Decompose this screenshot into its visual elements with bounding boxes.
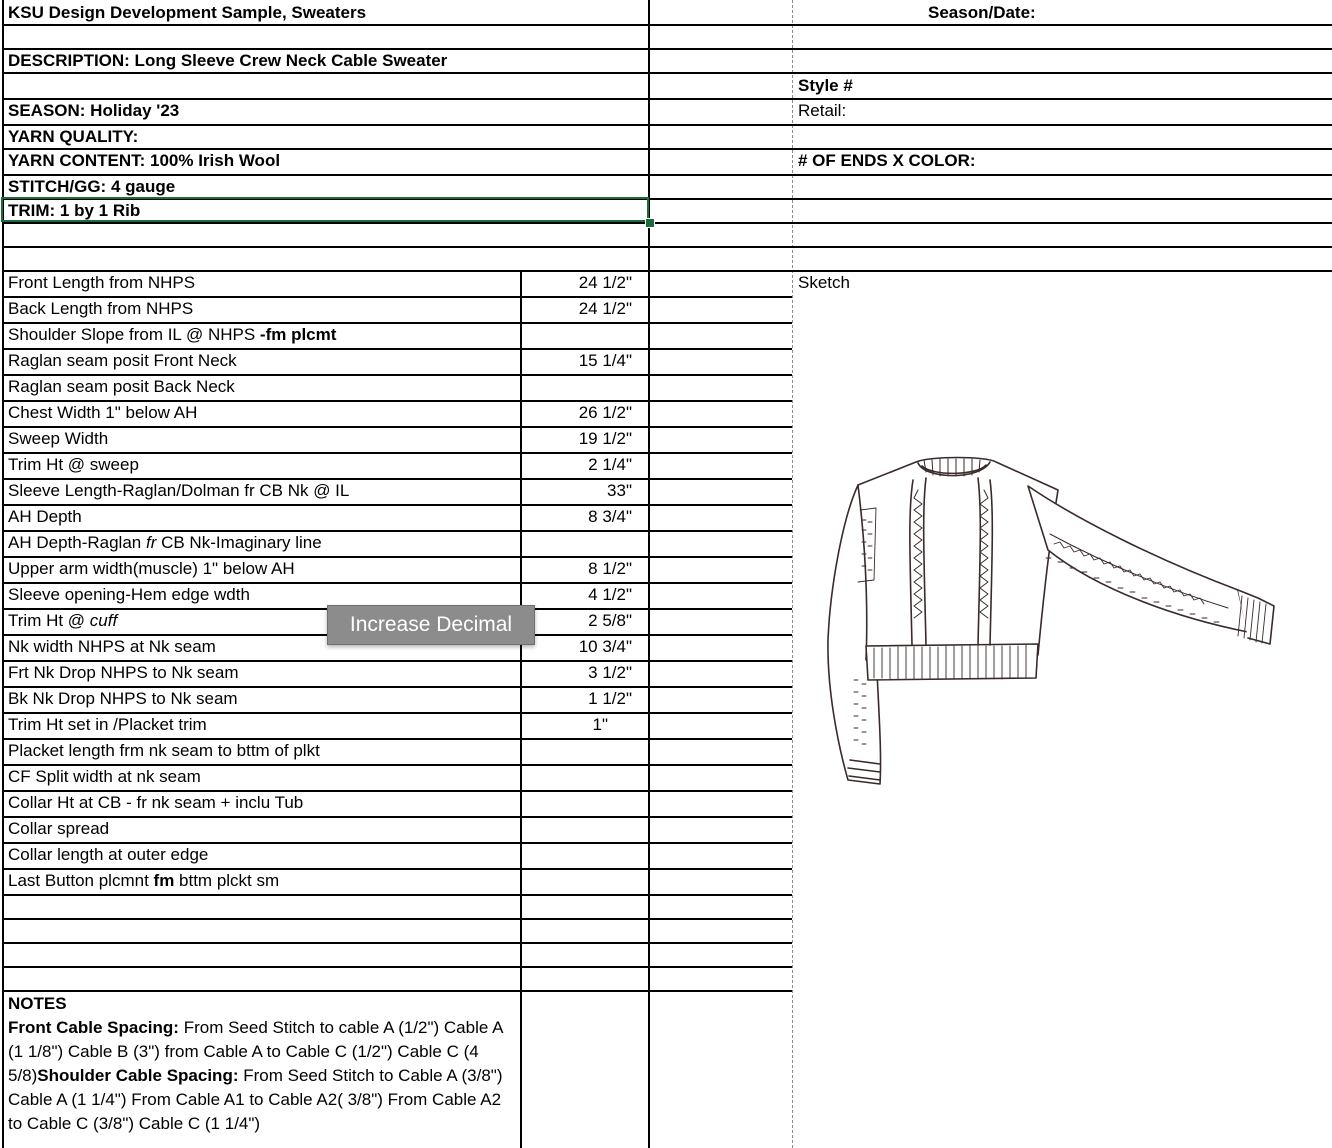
measurement-label-text: CB Nk-Imaginary line xyxy=(156,533,322,552)
shoulder-cable-text: From Seed Stitch to Cable A (3/8") Cable A (1 1/4") From Cable A1 to Cable A2( 3/8") From Cable A2 to Cable C (3/8") Cable C (1 1/4") xyxy=(8,1066,503,1133)
measurement-value[interactable]: 2 5/8" xyxy=(588,611,632,630)
front-cable-label: Front Cable Spacing: xyxy=(8,1018,179,1037)
measurement-label[interactable]: Collar Ht at CB - fr nk seam + inclu Tub xyxy=(8,793,304,812)
sketch-label[interactable]: Sketch xyxy=(798,273,850,292)
measurement-value[interactable]: 10 3/4" xyxy=(578,637,632,656)
measurement-label-text: AH Depth-Raglan xyxy=(8,533,146,552)
grid-row-line xyxy=(2,246,1332,248)
measurement-label[interactable]: Bk Nk Drop NHPS to Nk seam xyxy=(8,689,238,708)
measurement-label[interactable]: Raglan seam posit Front Neck xyxy=(8,351,237,370)
measurement-label[interactable] xyxy=(8,609,117,633)
measurement-value[interactable]: 1" xyxy=(592,715,608,734)
measurement-label-italic: cuff xyxy=(89,611,118,630)
measurement-label[interactable]: AH Depth xyxy=(8,507,82,526)
description-cell[interactable]: DESCRIPTION: Long Sleeve Crew Neck Cable Sweater xyxy=(8,51,448,70)
measurement-label[interactable]: Trim Ht set in /Placket trim xyxy=(8,715,207,734)
grid-col-line xyxy=(792,0,793,1148)
measurement-label[interactable]: Sleeve opening-Hem edge wdth xyxy=(8,585,250,604)
measurement-label[interactable]: Sleeve Length-Raglan/Dolman fr CB Nk @ IL xyxy=(8,481,350,500)
retail-label[interactable]: Retail: xyxy=(798,101,847,120)
measurement-label[interactable] xyxy=(8,869,279,893)
measurement-label[interactable]: Collar spread xyxy=(8,819,110,838)
measurement-label[interactable]: Collar length at outer edge xyxy=(8,845,209,864)
measurement-label[interactable]: Raglan seam posit Back Neck xyxy=(8,377,235,396)
measurement-value[interactable]: 24 1/2" xyxy=(578,299,632,318)
measurement-label[interactable]: Trim Ht @ sweep xyxy=(8,455,139,474)
notes-cell[interactable] xyxy=(8,992,518,1136)
increase-decimal-tooltip: Increase Decimal xyxy=(327,605,535,645)
season-date-label[interactable]: Season/Date: xyxy=(928,3,1036,22)
measurement-label[interactable]: Placket length frm nk seam to bttm of plkt xyxy=(8,741,320,760)
yarn-quality-cell[interactable]: YARN QUALITY: xyxy=(8,127,139,146)
measurement-value[interactable]: 3 1/2" xyxy=(588,663,632,682)
measurement-label[interactable]: Nk width NHPS at Nk seam xyxy=(8,637,216,656)
measurement-value[interactable]: 19 1/2" xyxy=(578,429,632,448)
fill-handle[interactable] xyxy=(645,218,655,228)
grid-row-line xyxy=(2,426,792,428)
style-number-label[interactable]: Style # xyxy=(798,76,853,95)
measurement-label[interactable] xyxy=(8,323,336,347)
measurement-label[interactable]: Chest Width 1" below AH xyxy=(8,403,198,422)
measurement-value[interactable]: 15 1/4" xyxy=(578,351,632,370)
sweater-sketch-icon[interactable] xyxy=(818,450,1288,800)
measurement-value[interactable]: 4 1/2" xyxy=(588,585,632,604)
yarn-content-cell[interactable]: YARN CONTENT: 100% Irish Wool xyxy=(8,151,281,170)
measurement-value[interactable]: 33" xyxy=(607,481,632,500)
grid-row-line xyxy=(2,222,1332,224)
shoulder-cable-label: Shoulder Cable Spacing: xyxy=(37,1066,239,1085)
measurement-value[interactable]: 26 1/2" xyxy=(578,403,632,422)
measurement-value[interactable]: 8 3/4" xyxy=(588,507,632,526)
measurement-label-text: Trim Ht @ xyxy=(8,611,90,630)
measurement-label-text: bttm plckt sm xyxy=(174,871,280,890)
grid-row-line xyxy=(2,504,792,506)
measurement-value[interactable]: 24 1/2" xyxy=(578,273,632,292)
grid-row-line xyxy=(2,966,792,968)
measurement-value[interactable]: 2 1/4" xyxy=(588,455,632,474)
grid-row-line xyxy=(2,942,792,944)
front-cable-text: From Seed Stitch to cable A (1/2") Cable A (1 1/8") Cable B (3") from Cable A to Cable C (1/2") Cable C (4 5/8) xyxy=(8,1018,503,1085)
measurement-label[interactable]: Sweep Width xyxy=(8,429,109,448)
measurement-value[interactable]: 1 1/2" xyxy=(588,689,632,708)
measurement-label[interactable]: Upper arm width(muscle) 1" below AH xyxy=(8,559,295,578)
measurement-label-bold: fm xyxy=(153,871,175,890)
stitch-gauge-cell[interactable]: STITCH/GG: 4 gauge xyxy=(8,177,176,196)
trim-cell[interactable]: TRIM: 1 by 1 Rib xyxy=(8,201,141,220)
grid-row-line xyxy=(2,816,792,818)
grid-row-line xyxy=(2,918,792,920)
notes-body xyxy=(8,1016,518,1136)
measurement-label[interactable]: Back Length from NHPS xyxy=(8,299,194,318)
sheet-title[interactable]: KSU Design Development Sample, Sweaters xyxy=(8,3,367,22)
grid-row-line xyxy=(2,98,1332,100)
measurement-value[interactable]: 8 1/2" xyxy=(588,559,632,578)
grid-row-line xyxy=(2,270,1332,272)
season-cell[interactable]: SEASON: Holiday '23 xyxy=(8,101,180,120)
measurement-label[interactable]: Front Length from NHPS xyxy=(8,273,196,292)
measurement-label-bold: -fm plcmt xyxy=(259,325,337,344)
measurement-label[interactable] xyxy=(8,531,322,555)
grid-row-line xyxy=(2,894,792,896)
measurement-label-italic: fr xyxy=(145,533,157,552)
measurement-label-text: Last Button plcmnt xyxy=(8,871,154,890)
selected-cell-outline[interactable] xyxy=(1,197,649,222)
grid-col-line xyxy=(2,0,4,1148)
grid-row-line xyxy=(2,124,1332,126)
measurement-label-text: Shoulder Slope from IL @ NHPS xyxy=(8,325,260,344)
notes-heading: NOTES xyxy=(8,994,67,1013)
grid-row-line xyxy=(2,174,1332,176)
measurement-label[interactable]: Frt Nk Drop NHPS to Nk seam xyxy=(8,663,239,682)
ends-color-label[interactable]: # OF ENDS X COLOR: xyxy=(798,151,976,170)
measurement-label[interactable]: CF Split width at nk seam xyxy=(8,767,201,786)
grid-col-line xyxy=(648,0,650,1148)
